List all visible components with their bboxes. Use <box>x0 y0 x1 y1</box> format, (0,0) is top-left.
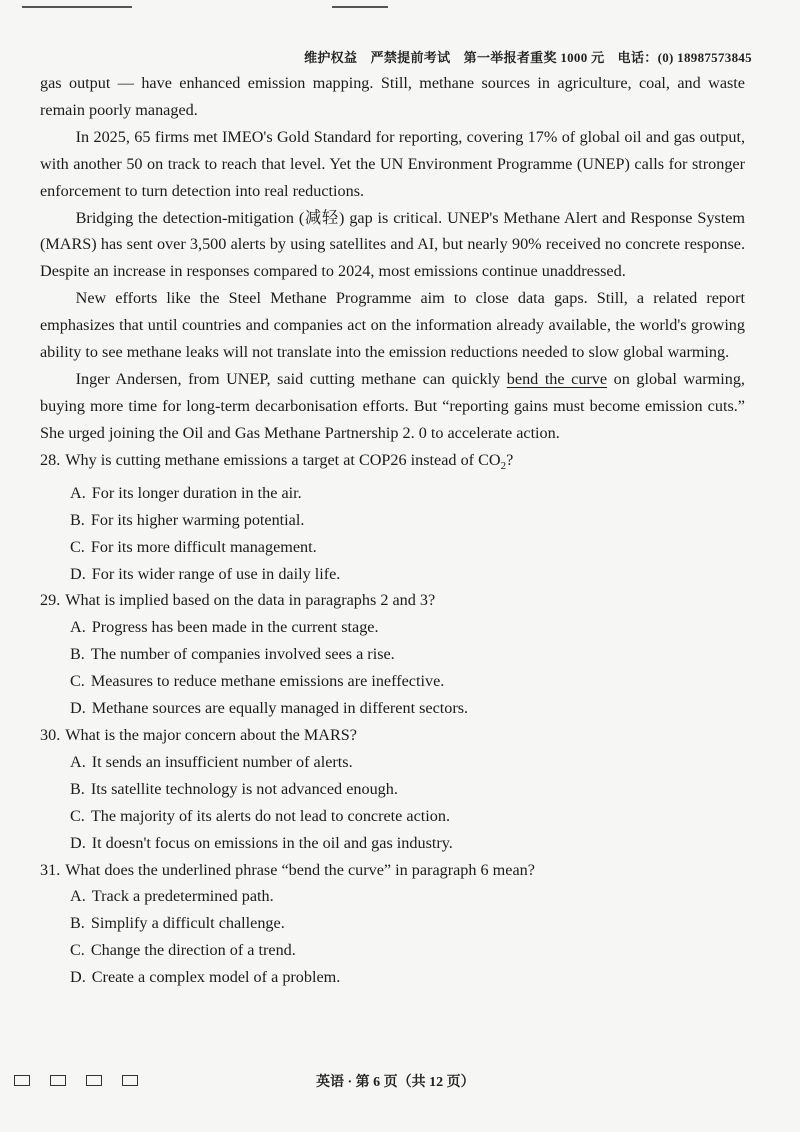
option-d[interactable] <box>40 830 745 857</box>
option-letter: C. <box>70 941 85 960</box>
option-text: Create a complex model of a problem. <box>91 968 341 987</box>
option-c[interactable] <box>40 668 745 695</box>
question-29 <box>40 587 745 722</box>
option-text: For its longer duration in the air. <box>91 483 302 502</box>
option-text: For its wider range of use in daily life. <box>91 564 341 583</box>
question-text-end: ? <box>506 450 514 469</box>
page-content <box>40 70 745 991</box>
paragraph-2: In 2025, 65 firms met IMEO's Gold Standard for reporting, covering 17% of global oil and gas output, with another 50 on track to reach that level. Yet the UN Environment Programme (UNEP) calls for stronger enforcement to turn detection into real reductions. <box>40 127 745 200</box>
paragraph-1-continuation: gas output — have enhanced emission mapping. Still, methane sources in agriculture, coal, and waste remain poorly managed. <box>40 74 745 119</box>
paragraph-5 <box>40 366 745 447</box>
option-text: It sends an insufficient number of alerts. <box>91 752 353 771</box>
option-text: It doesn't focus on emissions in the oil and gas industry. <box>91 833 453 852</box>
question-text: What does the underlined phrase “bend the curve” in paragraph 6 mean? <box>65 860 535 879</box>
option-text: Methane sources are equally managed in different sectors. <box>91 699 469 718</box>
option-letter: C. <box>70 537 85 556</box>
question-stem <box>40 722 745 749</box>
question-number: 28. <box>40 450 61 469</box>
option-b[interactable] <box>40 910 745 937</box>
paragraph-5-after: on global warming, buying more time for long-term decarbonisation efforts. But “reporting gains must become emission cuts.” She urged joining the Oil and Gas Methane Partnership 2. 0 to accelerate action. <box>40 369 745 442</box>
option-letter: B. <box>70 510 85 529</box>
question-number: 29. <box>40 591 61 610</box>
option-text: Measures to reduce methane emissions are ineffective. <box>90 672 445 691</box>
option-b[interactable] <box>40 641 745 668</box>
page-number-label: 英语 · 第 6 页（共 12 页） <box>316 1075 475 1090</box>
option-letter: D. <box>70 833 86 852</box>
option-a[interactable] <box>40 614 745 641</box>
option-letter: D. <box>70 564 86 583</box>
question-text: What is implied based on the data in paragraphs 2 and 3? <box>65 591 436 610</box>
question-stem <box>40 587 745 614</box>
option-c[interactable] <box>40 937 745 964</box>
option-text: Track a predetermined path. <box>91 887 274 906</box>
option-a[interactable] <box>40 749 745 776</box>
option-letter: B. <box>70 914 85 933</box>
footer-box <box>14 1075 30 1086</box>
option-letter: A. <box>70 618 86 637</box>
underlined-phrase: bend the curve <box>506 369 608 388</box>
option-b[interactable] <box>40 507 745 534</box>
option-text: Simplify a difficult challenge. <box>90 914 285 933</box>
option-b[interactable] <box>40 776 745 803</box>
option-text: For its higher warming potential. <box>90 510 305 529</box>
footer-box <box>86 1075 102 1086</box>
option-letter: D. <box>70 699 86 718</box>
option-letter: A. <box>70 887 86 906</box>
option-text: Progress has been made in the current stage. <box>91 618 379 637</box>
footer-box <box>122 1075 138 1086</box>
footer-box <box>50 1075 66 1086</box>
question-number: 30. <box>40 725 61 744</box>
option-letter: B. <box>70 779 85 798</box>
option-c[interactable] <box>40 803 745 830</box>
question-text: Why is cutting methane emissions a target at COP26 instead of CO <box>65 450 501 469</box>
option-letter: B. <box>70 645 85 664</box>
paragraph-5-before: Inger Andersen, from UNEP, said cutting methane can quickly <box>75 369 507 388</box>
option-letter: C. <box>70 672 85 691</box>
subscript: 2 <box>500 459 507 472</box>
top-rule-left <box>22 6 132 8</box>
option-letter: A. <box>70 483 86 502</box>
question-number: 31. <box>40 860 61 879</box>
footer-box-row <box>14 1075 138 1086</box>
paragraph-4: New efforts like the Steel Methane Programme aim to close data gaps. Still, a related report emphasizes that until countries and companies act on the information already available, the world's growing ability to see methane leaks will not translate into the emission reductions needed to slow global warming. <box>40 289 745 362</box>
option-d[interactable] <box>40 964 745 991</box>
option-d[interactable] <box>40 561 745 588</box>
question-text: What is the major concern about the MARS? <box>65 725 357 744</box>
option-letter: A. <box>70 752 86 771</box>
option-text: The majority of its alerts do not lead to concrete action. <box>90 806 451 825</box>
option-d[interactable] <box>40 695 745 722</box>
option-letter: C. <box>70 806 85 825</box>
question-28 <box>40 447 745 588</box>
question-30 <box>40 722 745 857</box>
top-rule-center <box>332 6 388 8</box>
option-letter: D. <box>70 968 86 987</box>
option-c[interactable] <box>40 534 745 561</box>
question-31 <box>40 857 745 992</box>
option-text: The number of companies involved sees a rise. <box>90 645 395 664</box>
question-stem <box>40 857 745 884</box>
option-text: Its satellite technology is not advanced enough. <box>90 779 398 798</box>
header-notice: 维护权益 严禁提前考试 第一举报者重奖 1000 元 电话：(0) 18987573845 <box>304 50 752 65</box>
option-text: Change the direction of a trend. <box>90 941 296 960</box>
option-text: For its more difficult management. <box>90 537 317 556</box>
paragraph-3: Bridging the detection-mitigation (减轻) gap is critical. UNEP's Methane Alert and Response System (MARS) has sent over 3,500 alerts by using satellites and AI, but nearly 90% received no concrete response. Despite an increase in responses compared to 2024, most emissions continue unaddressed. <box>40 208 745 281</box>
option-a[interactable] <box>40 480 745 507</box>
option-a[interactable] <box>40 883 745 910</box>
question-stem <box>40 447 745 480</box>
